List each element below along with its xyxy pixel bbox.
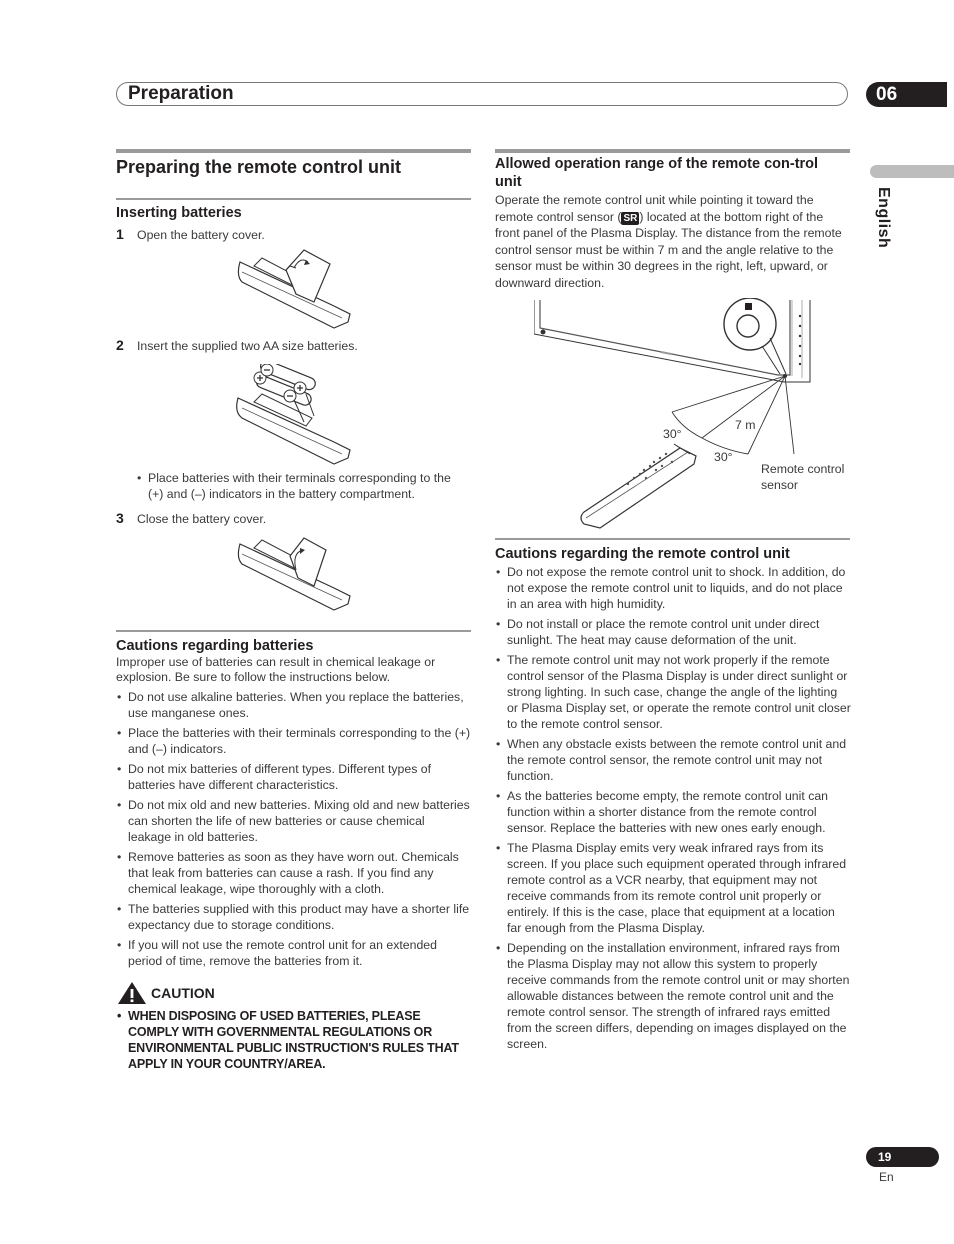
- language-label: English: [875, 187, 892, 249]
- range-title: Allowed operation range of the remote con-trol unit: [495, 156, 819, 190]
- cautions-batteries-list: [116, 689, 471, 973]
- battery-note-item: • Place batteries with their terminals corresponding to the (+) and (–) indicators in the battery compartment.: [136, 470, 466, 502]
- step-text: Open the battery cover.: [137, 228, 265, 242]
- sensor-icon: SR: [623, 212, 638, 224]
- angle-left-label: 30°: [663, 427, 682, 441]
- step-number: 1: [116, 226, 124, 242]
- section-rule: [495, 149, 850, 153]
- range-text: [495, 192, 850, 291]
- range-text-before: Operate the remote control unit while pointing it toward the remote control sensor (: [495, 193, 814, 224]
- page-number-badge: [866, 1147, 939, 1167]
- inserting-batteries-title: Inserting batteries: [116, 205, 242, 221]
- list-item: • As the batteries become empty, the remote control unit can function within a shorter distance from the remote control sensor. Replace the batteries with new ones early enough.: [495, 788, 851, 836]
- list-item: • Do not install or place the remote control unit under direct sunlight. The heat may cause deformation of the unit.: [495, 616, 851, 648]
- step-text: Insert the supplied two AA size batteries.: [137, 339, 358, 353]
- list-item: • Do not expose the remote control unit to shock. In addition, do not expose the remote control unit to liquids, and do not place in an area with high humidity.: [495, 564, 851, 612]
- language-tab: [870, 165, 954, 178]
- subsection-rule: [116, 198, 471, 200]
- page-title: Preparation: [128, 83, 234, 104]
- list-item: • The Plasma Display emits very weak infrared rays from its screen. If you place such equipment operated through infrared remote control as a VCR nearby, that equipment may not receive commands from its remote control unit properly or entirely. If this is the case, place that equipment at a location far enough from the Plasma Display.: [495, 840, 851, 936]
- caution-label: CAUTION: [151, 985, 215, 1001]
- list-item: • Place the batteries with their terminals corresponding to the (+) and (–) indicators.: [116, 725, 471, 757]
- remote-insert-batteries-illustration: [234, 364, 354, 468]
- page-number: 19: [878, 1150, 892, 1164]
- cautions-batteries-title: Cautions regarding batteries: [116, 638, 314, 654]
- step-number: 3: [116, 510, 124, 526]
- list-item: • The batteries supplied with this product may have a shorter life expectancy due to storage conditions.: [116, 901, 471, 933]
- list-item: • Do not mix old and new batteries. Mixing old and new batteries can shorten the life of new batteries or cause chemical leakage in old batteries.: [116, 797, 471, 845]
- step-3: [116, 510, 267, 528]
- section-title: Preparing the remote control unit: [116, 157, 402, 177]
- step-text: Close the battery cover.: [137, 512, 267, 526]
- warning-icon: [117, 981, 147, 1005]
- chapter-number: 06: [876, 84, 898, 105]
- caution-text: • WHEN DISPOSING OF USED BATTERIES, PLEASE COMPLY WITH GOVERNMENTAL REGULATIONS OR ENVIRONMENTAL PUBLIC INSTRUCTION'S RULES THAT APPLY IN YOUR COUNTRY/AREA.: [116, 1008, 466, 1072]
- sensor-label: Remote control sensor: [761, 462, 845, 492]
- subsection-rule: [495, 538, 850, 540]
- remote-open-cover-illustration: [234, 248, 354, 332]
- battery-note: [136, 470, 466, 506]
- list-item: • Depending on the installation environment, infrared rays from the Plasma Display may not allow this system to properly receive commands from the remote control unit or may shorten allowable distances between the remote control unit and the remote control sensor. The strength of infrared rays emitted from the screen differs, depending on images displayed on the screen.: [495, 940, 851, 1052]
- angle-right-label: 30°: [714, 450, 733, 464]
- list-item: • Do not use alkaline batteries. When you replace the batteries, use manganese ones.: [116, 689, 471, 721]
- cautions-remote-list: [495, 564, 851, 1056]
- list-item: • The remote control unit may not work properly if the remote control sensor of the Plasma Display is under direct sunlight or strong lighting. In such case, change the angle of the lighting or Plasma Display set, or operate the remote control unit closer to the remote control sensor.: [495, 652, 851, 732]
- page-language: En: [879, 1170, 894, 1184]
- step-1: [116, 226, 265, 244]
- caution-message: WHEN DISPOSING OF USED BATTERIES, PLEASE COMPLY WITH GOVERNMENTAL REGULATIONS OR ENVIRONMENTAL PUBLIC INSTRUCTION'S RULES THAT APPLY IN YOUR COUNTRY/AREA.: [128, 1009, 459, 1071]
- list-item: • If you will not use the remote control unit for an extended period of time, remove the batteries from it.: [116, 937, 471, 969]
- step-2: [116, 337, 358, 355]
- range-text-after: ) located at the bottom right of the front panel of the Plasma Display. The distance from the remote control sensor must be within 7 m and the angle relative to the sensor must be within 30 degrees in the right, left, upward, or downward direction.: [495, 209, 842, 290]
- list-item: • Remove batteries as soon as they have worn out. Chemicals that leak from batteries can cause a rash. If you find any chemical leakage, wipe thoroughly with a cloth.: [116, 849, 471, 897]
- step-number: 2: [116, 337, 124, 353]
- distance-label: 7 m: [735, 418, 756, 432]
- list-item: • When any obstacle exists between the remote control unit and the remote control sensor, the remote control unit may not function.: [495, 736, 851, 784]
- operation-range-diagram: [534, 298, 818, 534]
- section-rule: [116, 149, 471, 153]
- cautions-remote-title: Cautions regarding the remote control unit: [495, 546, 790, 562]
- cautions-batteries-intro: Improper use of batteries can result in chemical leakage or explosion. Be sure to follow the instructions below.: [116, 655, 436, 684]
- subsection-rule: [116, 630, 471, 632]
- list-item: • Do not mix batteries of different types. Different types of batteries have different characteristics.: [116, 761, 471, 793]
- remote-close-cover-illustration: [234, 530, 354, 614]
